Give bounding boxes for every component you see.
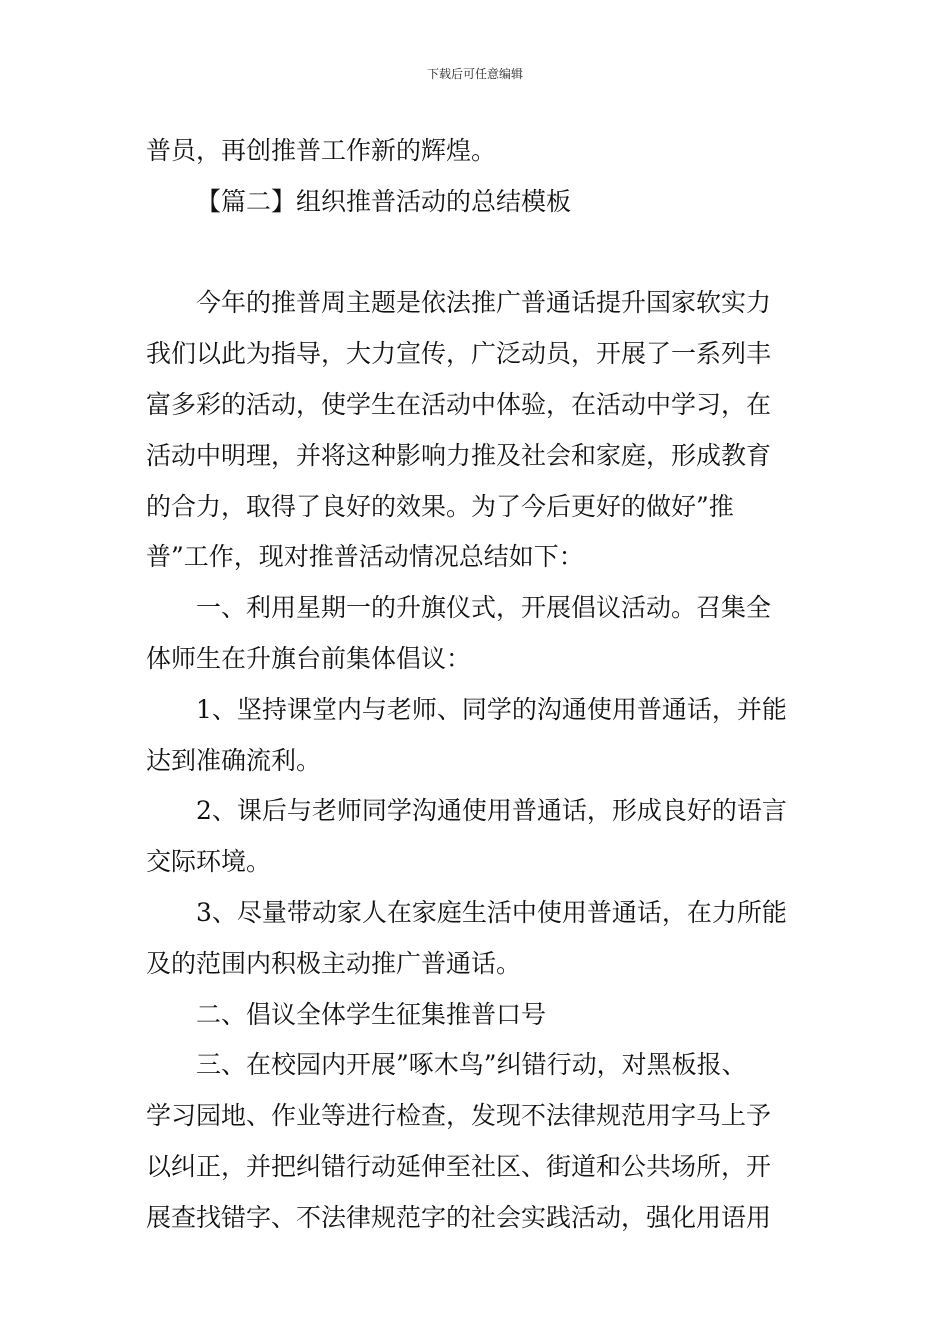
paragraph-line: 学习园地、作业等进行检查，发现不法律规范用字马上予 bbox=[146, 1101, 772, 1131]
blank-line bbox=[146, 228, 810, 279]
paragraph-line: 的合力，取得了良好的效果。为了今后更好的做好”推 bbox=[146, 491, 734, 521]
list-item-continuation: 达到准确流利。 bbox=[146, 745, 322, 775]
paragraph-line: 二、倡议全体学生征集推普口号 bbox=[196, 999, 547, 1029]
list-item-continuation: 及的范围内积极主动推广普通话。 bbox=[146, 948, 522, 978]
paragraph-line: 展查找错字、不法律规范字的社会实践活动，强化用语用 bbox=[146, 1202, 772, 1232]
list-item: 3、尽量带动家人在家庭生活中使用普通话，在力所能 bbox=[196, 897, 787, 927]
paragraph-line: 普员，再创推普工作新的辉煌。 bbox=[146, 136, 497, 165]
page-header: 下载后可任意编辑 bbox=[426, 67, 523, 81]
paragraph-line: 一、利用星期一的升旗仪式，开展倡议活动。召集全 bbox=[196, 593, 772, 623]
list-item: 1、坚持课堂内与老师、同学的沟通使用普通话，并能 bbox=[196, 694, 787, 724]
list-item: 2、课后与老师同学沟通使用普通话，形成良好的语言 bbox=[196, 796, 787, 826]
paragraph-line: 活动中明理，并将这种影响力推及社会和家庭，形成教育 bbox=[146, 440, 772, 470]
paragraph-line: 三、在校园内开展”啄木鸟”纠错行动，对黑板报、 bbox=[196, 1050, 747, 1080]
paragraph-line: 体师生在升旗台前集体倡议： bbox=[146, 643, 472, 673]
paragraph-line: 普”工作，现对推普活动情况总结如下： bbox=[146, 542, 584, 572]
paragraph-line: 以纠正，并把纠错行动延伸至社区、街道和公共场所，开 bbox=[146, 1151, 772, 1181]
paragraph-line: 今年的推普周主题是依法推广普通话提升国家软实力 bbox=[196, 288, 772, 318]
paragraph-line: 我们以此为指导，大力宣传，广泛动员，开展了一系列丰 bbox=[146, 339, 772, 369]
document-body bbox=[146, 126, 810, 1244]
paragraph-line: 富多彩的活动，使学生在活动中体验，在活动中学习，在 bbox=[146, 389, 772, 419]
list-item-continuation: 交际环境。 bbox=[146, 847, 272, 877]
section-heading: 【篇二】组织推普活动的总结模板 bbox=[196, 186, 572, 216]
